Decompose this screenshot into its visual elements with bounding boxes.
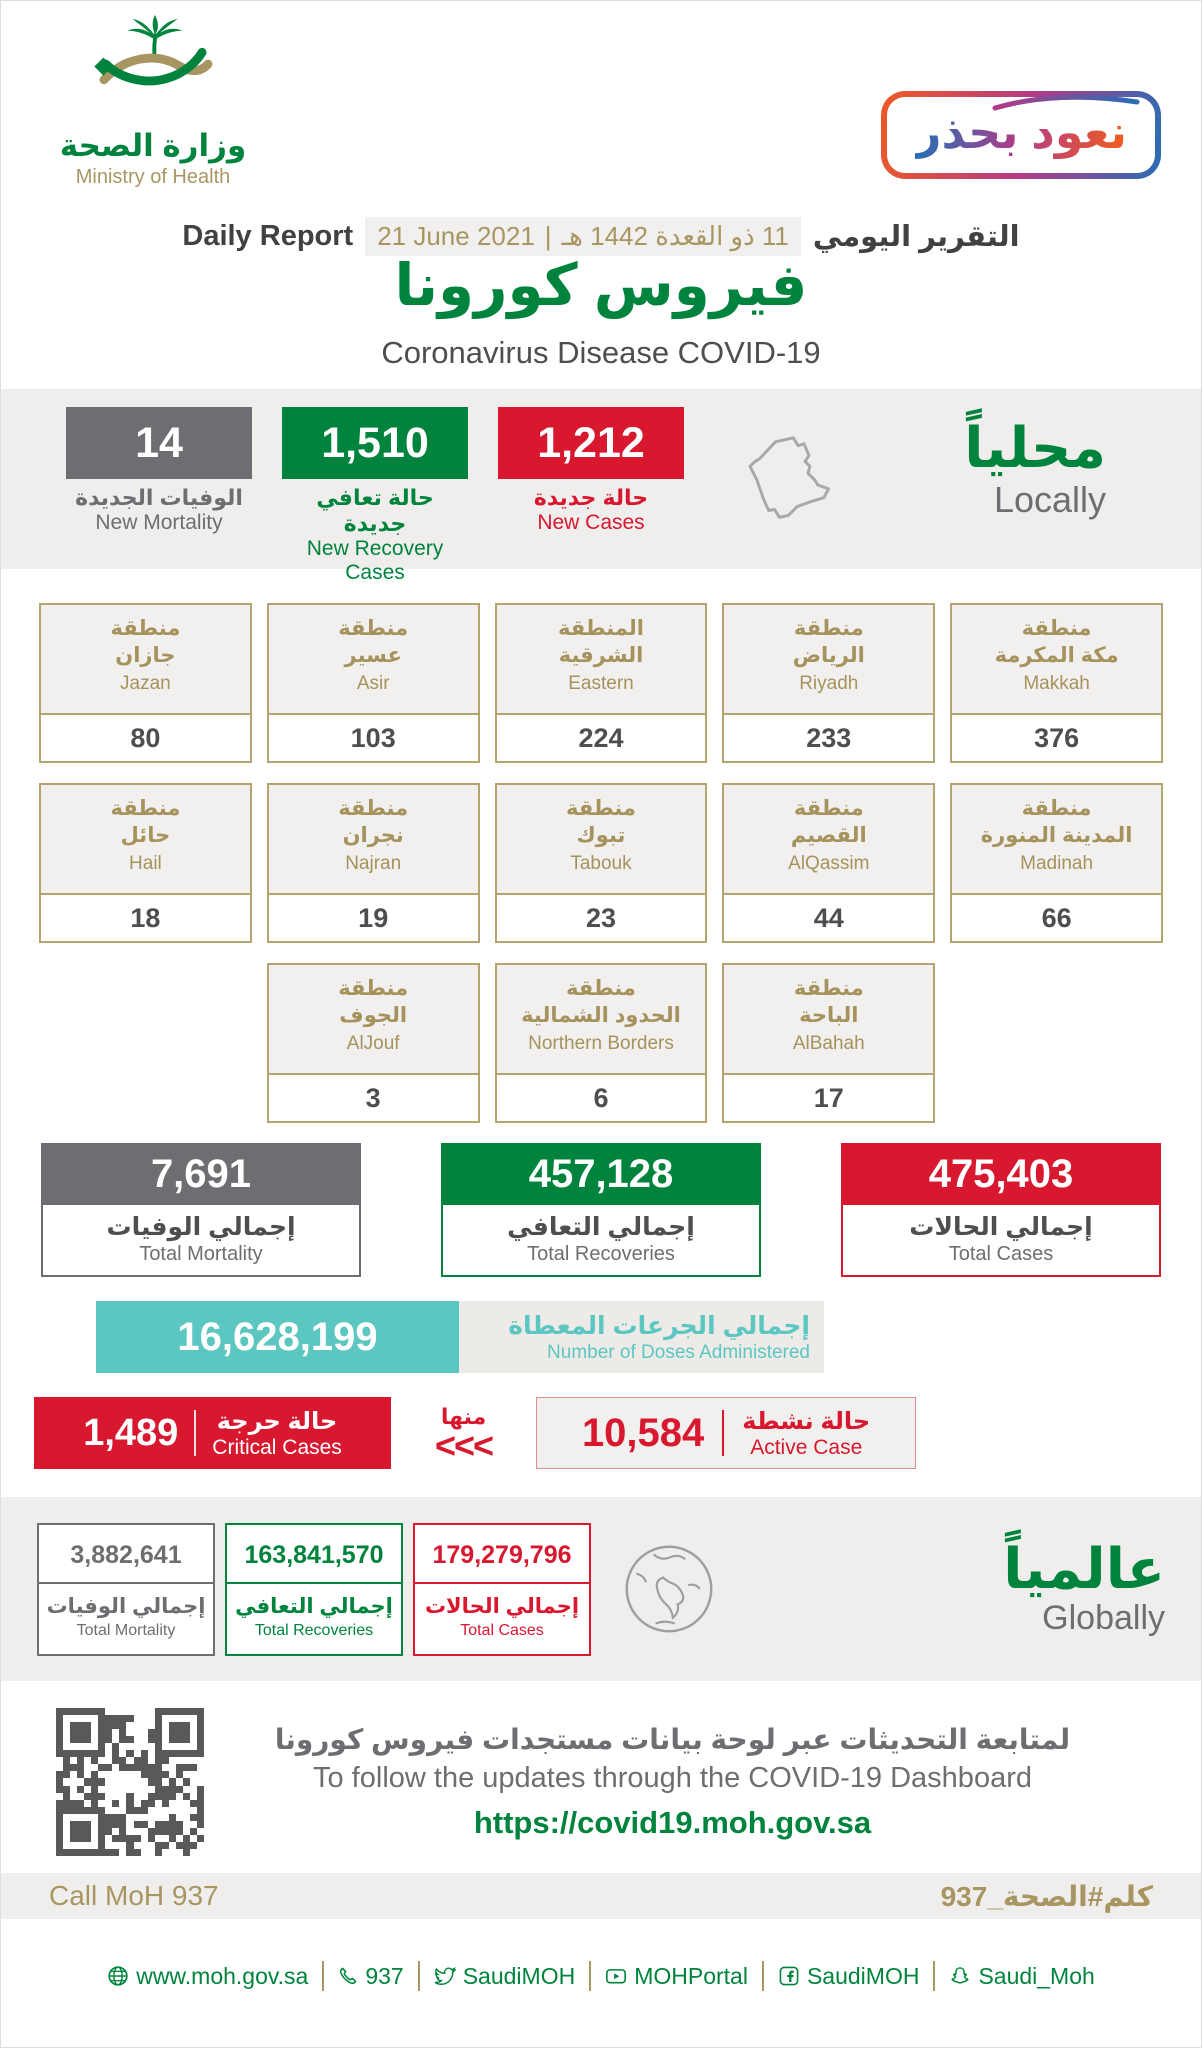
ministry-name-english: Ministry of Health (75, 166, 231, 188)
region-prefix-ar: منطقة (793, 797, 864, 820)
region-prefix-ar: منطقة (110, 797, 181, 820)
globally-heading-ar: عالمياً (1003, 1537, 1165, 1601)
dashboard-url-link[interactable]: https://covid19.moh.gov.sa (473, 1805, 872, 1840)
ministry-name-arabic: وزارة الصحة (59, 128, 247, 163)
region-prefix-ar: منطقة (338, 797, 409, 820)
region-new-cases: 66 (1041, 903, 1072, 933)
region-name-en: Makkah (1023, 672, 1090, 694)
region-name-en: AlQassim (788, 852, 870, 874)
region-name-en: AlJouf (346, 1032, 400, 1054)
global-recoveries-label-ar: إجمالي التعافي (235, 1594, 393, 1618)
phone-icon (338, 1966, 358, 1986)
region-name-en: Madinah (1020, 852, 1094, 874)
region-prefix-ar: المنطقة (557, 617, 645, 640)
global-mortality-value: 3,882,641 (39, 1525, 213, 1584)
moh-emblem-icon (74, 15, 232, 123)
footer-link-label: MOHPortal (634, 1962, 748, 1989)
footer-links (1, 1961, 1201, 1991)
region-card (495, 783, 708, 943)
region-prefix-ar: منطقة (1021, 797, 1092, 820)
region-name-en: Tabouk (570, 852, 632, 874)
separator (322, 1961, 324, 1991)
region-new-cases: 3 (365, 1083, 381, 1113)
region-row-2 (39, 783, 1163, 943)
new-recovery-value: 1,510 (282, 407, 468, 479)
region-row-1 (39, 603, 1163, 763)
header (1, 1, 1201, 389)
snapchat-icon (949, 1965, 971, 1987)
region-card (267, 963, 480, 1123)
footer-link-label: SaudiMOH (462, 1962, 576, 1989)
critical-cases-value: 1,489 (83, 1411, 179, 1454)
local-totals (41, 1143, 1161, 1277)
region-name-en: Riyadh (799, 672, 859, 694)
region-name-en: Northern Borders (528, 1032, 674, 1054)
globe-icon (621, 1541, 717, 1637)
region-prefix-ar: منطقة (793, 617, 864, 640)
region-name-en: Najran (345, 852, 402, 874)
region-new-cases: 19 (358, 903, 389, 933)
facebook-icon (778, 1965, 800, 1987)
youtube-icon (605, 1965, 627, 1987)
new-cases-label-ar: حالة جديدة (533, 485, 649, 510)
global-cases-label-en: Total Cases (460, 1621, 544, 1639)
date-gregorian: 21 June 2021 (377, 221, 535, 251)
separator (418, 1961, 420, 1991)
call-moh-hashtag-ar: كلم#الصحة_937 (940, 1880, 1153, 1912)
doses-administered-bar (96, 1301, 824, 1373)
page-title-english: Coronavirus Disease COVID-19 (381, 335, 821, 370)
critical-cases-label-en: Critical Cases (212, 1435, 342, 1459)
region-name-ar: القصيم (790, 824, 867, 848)
region-card (950, 603, 1163, 763)
global-recoveries-value: 163,841,570 (227, 1525, 401, 1584)
global-cases-block (413, 1523, 591, 1656)
divider (194, 1410, 196, 1456)
footer-link-phone[interactable] (338, 1963, 403, 1990)
critical-active-row (34, 1397, 1201, 1469)
region-prefix-ar: منطقة (338, 977, 409, 1000)
footer-link-youtube[interactable] (605, 1963, 748, 1990)
globally-section (1, 1497, 1201, 1681)
total-recoveries-value: 457,128 (441, 1143, 761, 1205)
region-new-cases: 80 (130, 723, 161, 753)
page-title-arabic: فيروس كورونا (394, 253, 808, 318)
region-name-en: Eastern (568, 672, 634, 694)
region-card (722, 603, 935, 763)
globally-heading-en: Globally (1042, 1598, 1165, 1637)
new-recovery-stat (282, 407, 468, 585)
region-prefix-ar: منطقة (110, 617, 181, 640)
global-cases-value: 179,279,796 (415, 1525, 589, 1584)
of-which-indicator (435, 1403, 493, 1466)
critical-cases-label-ar: حالة حرجة (216, 1407, 338, 1435)
global-cases-label-ar: إجمالي الحالات (424, 1594, 580, 1618)
daily-report-label-ar: التقرير اليومي (812, 221, 1020, 253)
separator (589, 1961, 591, 1991)
global-mortality-label-en: Total Mortality (76, 1621, 176, 1639)
global-mortality-block (37, 1523, 215, 1656)
total-cases-value: 475,403 (841, 1143, 1161, 1205)
locally-heading-en: Locally (993, 478, 1106, 520)
total-mortality-label-ar: إجمالي الوفيات (106, 1213, 296, 1241)
region-name-ar: نجران (342, 824, 404, 848)
region-name-en: Jazan (120, 672, 171, 694)
global-recoveries-block (225, 1523, 403, 1656)
date-separator: | (544, 221, 552, 251)
globally-heading (1003, 1537, 1165, 1638)
active-cases-label-ar: حالة نشطة (742, 1407, 871, 1435)
region-card (722, 963, 935, 1123)
new-cases-label-en: New Cases (537, 511, 645, 534)
badge-swoosh-icon (991, 94, 1141, 112)
saudi-arabia-map-icon (742, 429, 870, 537)
region-prefix-ar: منطقة (566, 797, 636, 820)
badge-text: نعود بحذر (915, 106, 1127, 158)
footer-link-twitter[interactable] (434, 1963, 575, 1990)
new-mortality-label-en: New Mortality (95, 511, 223, 534)
footer-link-label: SaudiMOH (806, 1962, 920, 1989)
region-name-ar: عسير (344, 644, 402, 668)
region-card (495, 963, 708, 1123)
region-name-ar: جازان (115, 644, 176, 668)
footer-link-snapchat[interactable] (949, 1963, 1094, 1990)
critical-cases-box (34, 1397, 391, 1469)
return-with-caution-badge (881, 91, 1161, 179)
region-new-cases: 376 (1034, 723, 1080, 753)
separator (762, 1961, 764, 1991)
region-card (267, 783, 480, 943)
dashboard-section (1, 1681, 1201, 1873)
region-name-ar: تبوك (576, 824, 626, 848)
separator (933, 1961, 935, 1991)
call-moh-label-en: Call MoH 937 (49, 1880, 219, 1911)
new-mortality-value: 14 (66, 407, 252, 479)
new-cases-value: 1,212 (498, 407, 684, 479)
region-name-ar: الشرقية (558, 644, 644, 668)
region-prefix-ar: منطقة (338, 617, 409, 640)
active-cases-label-en: Active Case (750, 1435, 863, 1459)
footer-link-label: 937 (365, 1962, 404, 1989)
footer-link-label: www.moh.gov.sa (136, 1962, 309, 1989)
doses-label-ar: إجمالي الجرعات المعطاة (508, 1311, 810, 1340)
region-row-3 (39, 963, 1163, 1123)
region-new-cases: 17 (813, 1083, 844, 1113)
region-prefix-ar: منطقة (793, 977, 864, 1000)
total-mortality-block (41, 1143, 361, 1277)
region-name-ar: الرياض (792, 644, 865, 668)
moh-logo (53, 15, 253, 189)
region-new-cases: 233 (806, 723, 852, 753)
region-new-cases: 224 (578, 723, 624, 753)
region-name-en: Hail (129, 852, 162, 874)
region-card (39, 603, 252, 763)
new-mortality-stat (66, 407, 252, 535)
region-name-ar: الباحة (799, 1004, 859, 1028)
total-mortality-value: 7,691 (41, 1143, 361, 1205)
call-moh-band (1, 1873, 1201, 1919)
regions-grid (1, 569, 1201, 1123)
new-cases-stat (498, 407, 684, 535)
region-name-ar: المدينة المنورة (980, 824, 1133, 848)
region-card (950, 783, 1163, 943)
total-cases-label-ar: إجمالي الحالات (909, 1213, 1093, 1241)
region-card (39, 783, 252, 943)
global-recoveries-label-en: Total Recoveries (254, 1621, 374, 1639)
region-prefix-ar: منطقة (1021, 617, 1092, 640)
doses-label-en: Number of Doses Administered (547, 1341, 810, 1363)
total-cases-block (841, 1143, 1161, 1277)
dashboard-line-en: To follow the updates through the COVID-19 Dashboard (313, 1762, 1032, 1794)
new-mortality-label-ar: الوفيات الجديدة (75, 485, 243, 510)
locally-heading-ar: محلياً (964, 416, 1106, 479)
total-mortality-label-en: Total Mortality (139, 1243, 263, 1265)
region-new-cases: 6 (593, 1083, 609, 1113)
region-name-en: Asir (356, 672, 390, 694)
locally-heading (964, 417, 1106, 521)
region-prefix-ar: منطقة (566, 977, 636, 1000)
new-recovery-label-en: New Recovery Cases (306, 537, 444, 584)
globe-icon (107, 1965, 129, 1987)
twitter-icon (434, 1965, 456, 1987)
date-hijri: 11 ذو القعدة 1442 هـ (561, 221, 789, 251)
region-new-cases: 103 (350, 723, 396, 753)
qr-code (56, 1708, 204, 1856)
footer-link-facebook[interactable] (778, 1963, 919, 1990)
active-cases-value: 10,584 (581, 1410, 705, 1455)
region-card (495, 603, 708, 763)
dashboard-line-ar: لمتابعة التحديثات عبر لوحة بيانات مستجدات فيروس كورونا (274, 1724, 1071, 1755)
region-name-ar: الحدود الشمالية (521, 1004, 681, 1028)
chevrons-left-icon: <<< (435, 1424, 493, 1466)
new-recovery-label-ar: حالة تعافي جديدة (316, 485, 434, 536)
global-mortality-label-ar: إجمالي الوفيات (46, 1594, 206, 1618)
region-name-en: AlBahah (792, 1032, 865, 1054)
total-cases-label-en: Total Cases (948, 1243, 1054, 1265)
total-recoveries-label-ar: إجمالي التعافي (507, 1213, 695, 1241)
of-which-label: منها (440, 1403, 487, 1429)
region-new-cases: 23 (585, 903, 617, 933)
daily-report-label-en: Daily Report (182, 220, 354, 252)
footer-link-label: Saudi_Moh (978, 1962, 1095, 1989)
active-cases-box (536, 1397, 916, 1469)
doses-value: 16,628,199 (96, 1301, 459, 1373)
total-recoveries-block (441, 1143, 761, 1277)
region-name-ar: مكة المكرمة (994, 644, 1119, 668)
region-new-cases: 44 (813, 903, 844, 933)
total-recoveries-label-en: Total Recoveries (527, 1243, 675, 1265)
footer-link-website[interactable] (107, 1963, 308, 1990)
region-name-ar: الجوف (339, 1004, 408, 1028)
region-card (267, 603, 480, 763)
region-card (722, 783, 935, 943)
divider (722, 1410, 724, 1456)
region-name-ar: حائل (120, 824, 171, 848)
region-new-cases: 18 (130, 903, 161, 933)
locally-section (1, 389, 1201, 584)
